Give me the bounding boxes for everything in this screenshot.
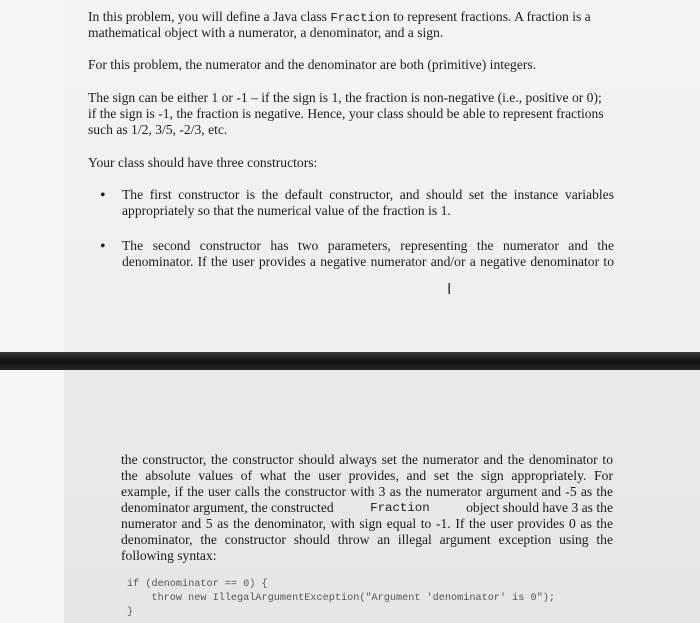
fraction-object-code: Fraction (370, 501, 430, 515)
constructors-intro: Your class should have three constructors: (88, 155, 318, 170)
continued-line-5: numerator and 5 as the denominator, with sign equal to -1. If the user provides 0 as the (121, 516, 613, 531)
bullet-icon: • (100, 238, 106, 255)
integers-paragraph: For this problem, the numerator and the denominator are both (primitive) integers. (88, 57, 537, 72)
text-cursor-icon: I (447, 280, 452, 298)
bullet-1-line-1: The first constructor is the default constructor, and should set the instance variables (122, 187, 614, 202)
bullet-1-line-2: appropriately so that the numerical value of the fraction is 1. (122, 203, 451, 218)
page-divider-band (0, 352, 700, 370)
intro-line-2: mathematical object with a numerator, a denominator, and a sign. (88, 25, 444, 40)
bullet-2-line-2: denominator. If the user provides a negative numerator and/or a negative denominator to (122, 254, 614, 269)
code-line-2: throw new IllegalArgumentException("Argument 'denominator' is 0"); (127, 593, 555, 604)
continued-line-4: denominator argument, the constructed Fraction object should have 3 as the (121, 500, 613, 515)
code-line-3: } (127, 607, 134, 618)
sign-line-3: such as 1/2, 3/5, -2/3, etc. (88, 122, 228, 137)
continued-line-6: denominator, the constructor should throw an illegal argument exception using the (121, 532, 613, 547)
continued-line-3: example, if the user calls the constructor with 3 as the numerator argument and -5 as the (121, 484, 613, 499)
bullet-2-line-1: The second constructor has two parameters, representing the numerator and the (122, 238, 614, 253)
fraction-class-code: Fraction (330, 11, 390, 25)
top-page (64, 0, 700, 352)
continued-line-1: the constructor, the constructor should always set the numerator and the denominator to (121, 452, 613, 467)
sign-line-2: if the sign is -1, the fraction is negative. Hence, your class should be able to represent fractions (88, 106, 604, 121)
sign-line-1: The sign can be either 1 or -1 – if the sign is 1, the fraction is non-negative (i.e., positive or 0); (88, 90, 602, 105)
continued-line-2: the absolute values of what the user provides, and set the sign appropriately. For (121, 468, 613, 483)
intro-line-1: In this problem, you will define a Java class Fraction to represent fractions. A fraction is a (88, 9, 591, 25)
left-margin (0, 0, 64, 623)
code-line-1: if (denominator == 0) { (127, 579, 268, 590)
bullet-icon: • (100, 187, 106, 204)
continued-line-7: following syntax: (121, 548, 217, 563)
